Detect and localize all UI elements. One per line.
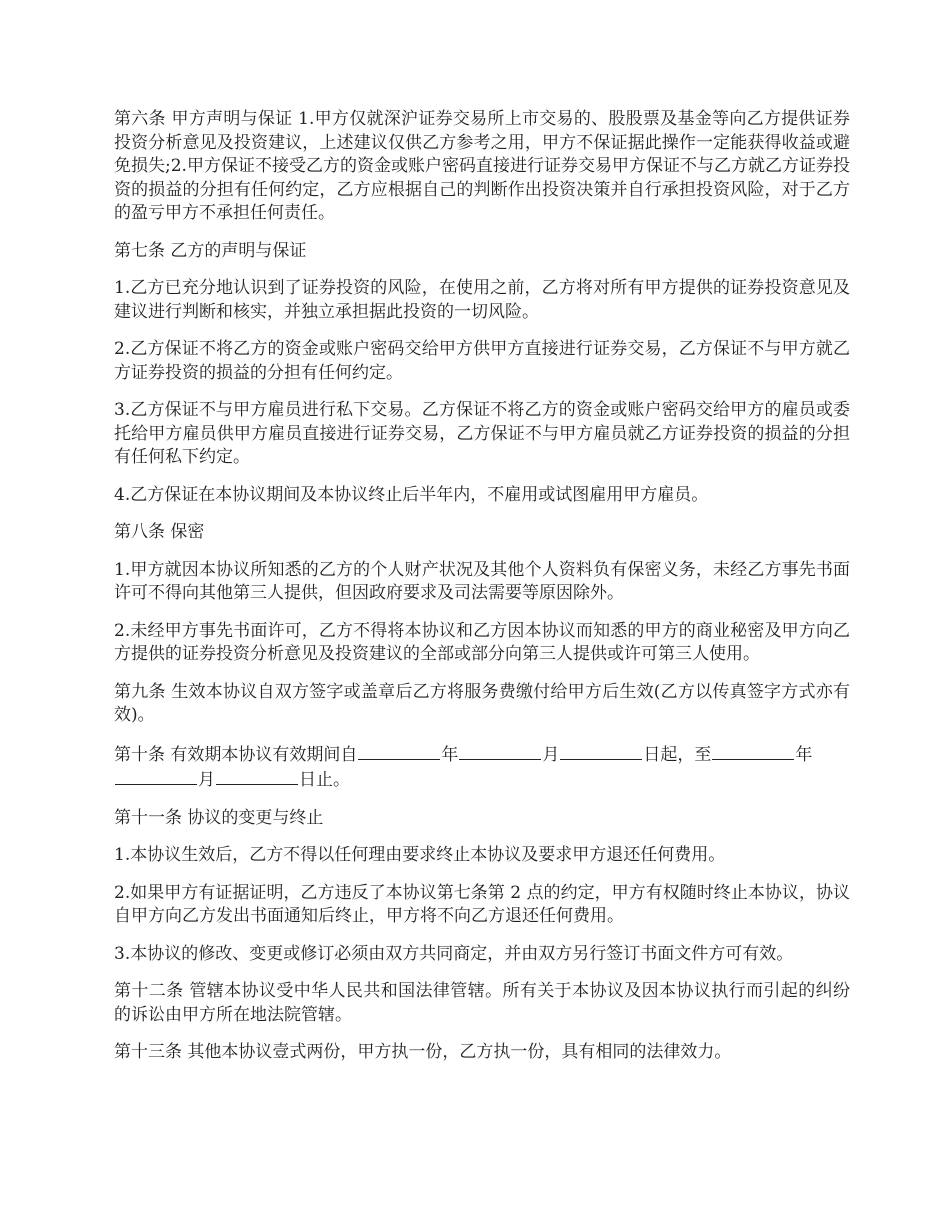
clause-7-item-1: 1.乙方已充分地认识到了证券投资的风险，在使用之前，乙方将对所有甲方提供的证券投资意见及建议进行判断和核实，并独立承担据此投资的一切风险。: [114, 278, 850, 322]
end-day-blank: [216, 767, 298, 785]
clause-6-paragraph: 第六条 甲方声明与保证 1.甲方仅就深沪证券交易所上市交易的、股股票及基金等向乙方提供证券投资分析意见及投资建议，上述建议仅供乙方参考之用，甲方不保证据此操作一定能获得收益或避免损失;2.甲方保证不接受乙方的资金或账户密码直接进行证券交易甲方保证不与乙方就乙方证券投资的损益的分担有任何约定，乙方应根据自己的判断作出投资决策并自行承担投资风险，对于乙方的盈亏甲方不承担任何责任。: [114, 109, 850, 223]
clause-8-item-2: 2.未经甲方事先书面许可，乙方不得将本协议和乙方因本协议而知悉的甲方的商业秘密及甲方向乙方提供的证券投资分析意见及投资建议的全部或部分向第三人提供或许可第三人使用。: [114, 620, 850, 664]
end-year-label: 年: [795, 744, 813, 765]
document-page: [114, 108, 850, 1079]
clause-13-paragraph: 第十三条 其他本协议壹式两份，甲方执一份，乙方执一份，具有相同的法律效力。: [114, 1042, 732, 1062]
clause-9-paragraph: 第九条 生效本协议自双方签字或盖章后乙方将服务费缴付给甲方后生效(乙方以传真签字方式亦有效)。: [114, 681, 850, 725]
clause-11-item-1: 1.本协议生效后，乙方不得以任何理由要求终止本协议及要求甲方退还任何费用。: [114, 845, 726, 865]
start-day-label: 日起，至: [643, 744, 712, 765]
clause-11-item-3: 3.本协议的修改、变更或修订必须由双方共同商定，并由双方另行签订书面文件方可有效。: [114, 943, 794, 964]
start-day-blank: [560, 742, 642, 760]
end-month-blank: [115, 767, 197, 785]
clause-11-heading: 第十一条 协议的变更与终止: [114, 807, 324, 828]
clause-7-heading: 第七条 乙方的声明与保证: [114, 240, 307, 261]
clause-12-paragraph: 第十二条 管辖本协议受中华人民共和国法律管辖。所有关于本协议及因本协议执行而引起的纠纷的诉讼由甲方所在地法院管辖。: [114, 981, 850, 1025]
start-year-blank: [358, 742, 440, 760]
end-month-label: 月: [198, 770, 215, 790]
clause-7-item-3: 3.乙方保证不与甲方雇员进行私下交易。乙方保证不将乙方的资金或账户密码交给甲方的雇员或委托给甲方雇员供甲方雇员直接进行证券交易，乙方保证不与甲方雇员就乙方证券投资的损益的分担有任何私下约定。: [114, 400, 850, 467]
start-month-blank: [459, 742, 541, 760]
clause-10-paragraph: [114, 742, 850, 793]
clause-7-item-2: 2.乙方保证不将乙方的资金或账户密码交给甲方供甲方直接进行证券交易，乙方保证不与甲方就乙方证券投资的损益的分担有任何约定。: [114, 339, 850, 383]
clause-8-item-1: 1.甲方就因本协议所知悉的乙方的个人财产状况及其他个人资料负有保密义务，未经乙方事先书面许可不得向其他第三人提供，但因政府要求及司法需要等原因除外。: [114, 559, 850, 603]
start-month-label: 月: [542, 744, 560, 765]
start-year-label: 年: [441, 744, 459, 765]
clause-11-item-2: 2.如果甲方有证据证明，乙方违反了本协议第七条第 2 点的约定，甲方有权随时终止本协议，协议自甲方向乙方发出书面通知后终止，甲方将不向乙方退还任何费用。: [114, 882, 850, 926]
clause-10-prefix: 第十条 有效期本协议有效期间自: [114, 744, 358, 765]
end-year-blank: [712, 742, 794, 760]
clause-8-heading: 第八条 保密: [114, 522, 205, 542]
end-day-label: 日止。: [299, 770, 350, 790]
clause-7-item-4: 4.乙方保证在本协议期间及本协议终止后半年内，不雇用或试图雇用甲方雇员。: [114, 484, 709, 505]
